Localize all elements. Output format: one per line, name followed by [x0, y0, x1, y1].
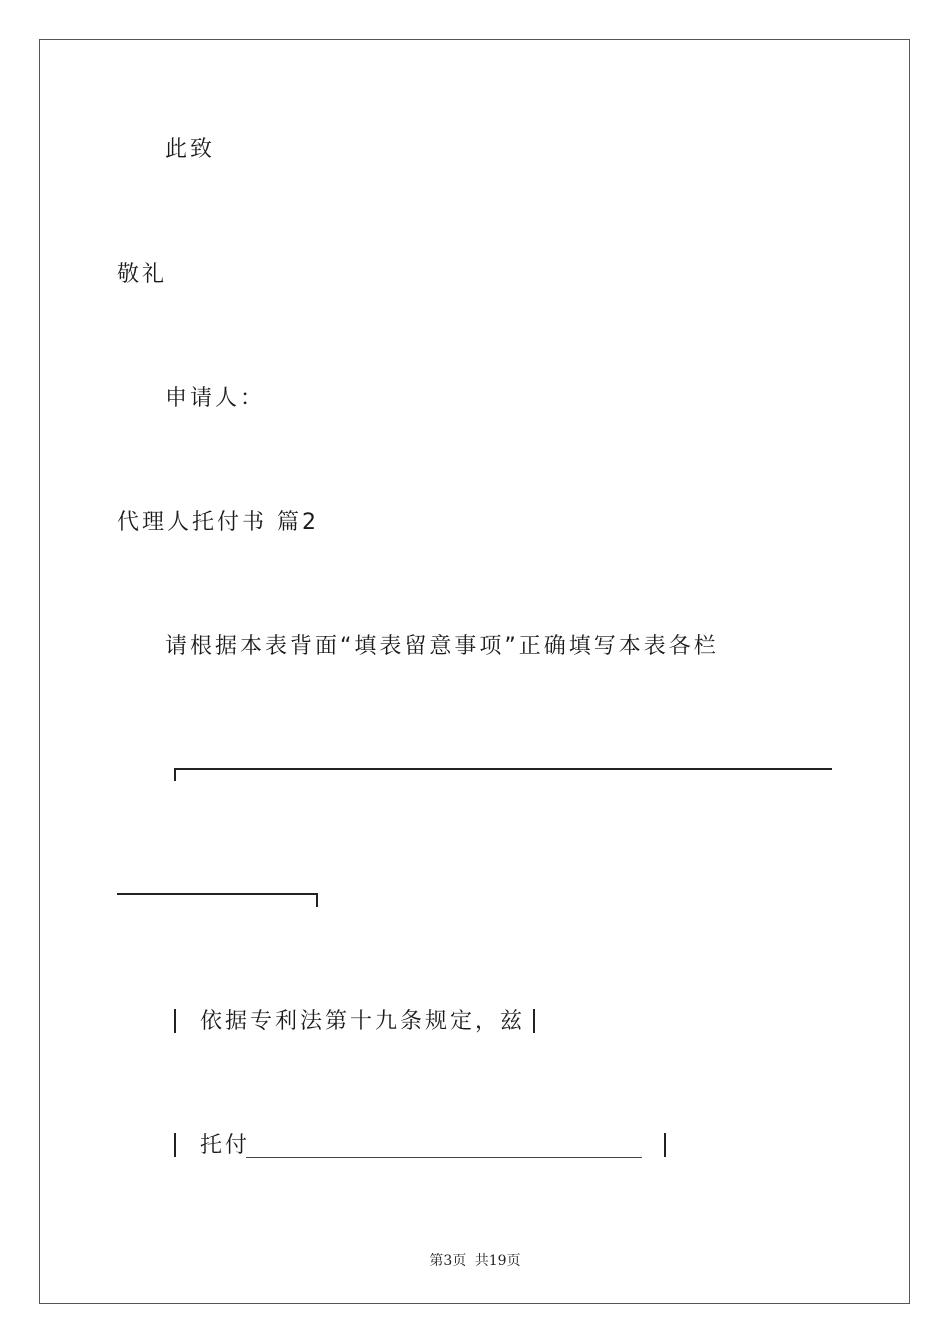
form-top-border: [174, 768, 832, 770]
page-frame: [39, 39, 910, 1304]
form-row1-right-border: [533, 1009, 535, 1033]
agent-name-blank: [246, 1157, 642, 1158]
closing-cizhi: 此致: [165, 137, 216, 162]
closing-jingli: 敬礼: [117, 262, 168, 287]
applicant-label: 申请人：: [165, 386, 266, 411]
instruction-text: 请根据本表背面“填表留意事项”正确填写本表各栏: [165, 634, 719, 659]
form-row1-text: 依据专利法第十九条规定，兹: [200, 1009, 526, 1034]
section-heading: 代理人托付书 篇2: [117, 510, 319, 535]
page-footer: [0, 1250, 950, 1270]
form-row2-left-border: [174, 1133, 176, 1157]
page-number: 第3页: [429, 1253, 467, 1269]
form-row1-left-border: [174, 1009, 176, 1033]
form-border-right-corner: [316, 893, 318, 907]
page-total: 共19页: [474, 1253, 521, 1269]
form-row2-right-border: [664, 1133, 666, 1157]
form-border-continuation: [117, 893, 318, 895]
form-top-left-corner: [174, 768, 176, 781]
form-row2-text: 托付: [200, 1133, 251, 1158]
